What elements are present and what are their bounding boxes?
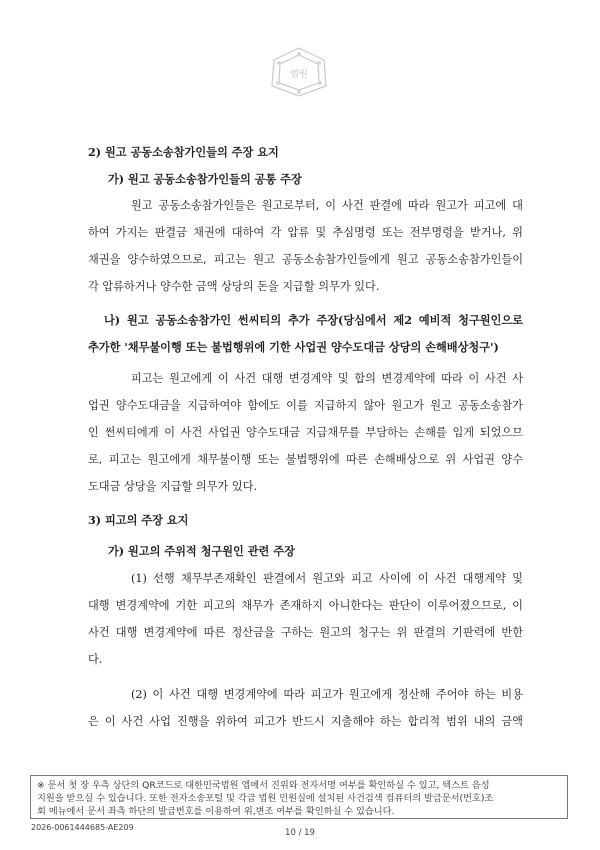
paragraph-line: 대행 변경계약에 기한 피고의 채무가 존재하지 아니한다는 판단이 이루어졌으므로, 이 (88, 599, 523, 612)
notice-line: ※ 문서 첫 장 우측 상단의 QR코드로 대한민국법원 앱에서 진위와 전자서명 여부를 확인하실 수 있고, 텍스트 음성 (37, 780, 490, 791)
section-heading-defendant: 3) 피고의 주장 요지 (88, 513, 189, 527)
paragraph-line: 다. (88, 653, 103, 666)
notice-line: 회 메뉴에서 문서 좌측 하단의 발급번호를 이용하여 위,변조 여부를 확인하실 수 있습니다. (37, 806, 395, 817)
paragraph-line: 피고는 원고에게 이 사건 대행 변경계약 및 합의 변경계약에 따라 이 사건 사 (131, 372, 523, 385)
paragraph-line: 하여 가지는 판결금 채권에 대하여 각 압류 및 추심명령 또는 전부명령을 받거나, 위 (88, 226, 523, 239)
paragraph-line: (1) 선행 채무부존재확인 판결에서 원고와 피고 사이에 이 사건 대행계약 및 (131, 572, 523, 585)
paragraph-line: 사건 대행 변경계약에 따른 정산금을 구하는 원고의 청구는 위 판결의 기판력에 반한 (88, 626, 523, 639)
paragraph-line: 로, 피고는 원고에게 채무불이행 또는 불법행위에 따른 손해배상으로 위 사업권 양수 (88, 453, 523, 466)
seal-text: 법원 (290, 70, 308, 80)
notice-line: 지원을 받으실 수 있습니다. 또한 전자소송포털 및 각급 법원 민원실에 설치된 사건검색 컴퓨터의 발급문서(번호)조 (37, 793, 494, 804)
section-heading-plaintiff-intervenors: 2) 원고 공동소송참가인들의 주장 요지 (88, 145, 279, 159)
paragraph-line: 원고 공동소송참가인들은 원고로부터, 이 사건 판결에 따라 원고가 피고에 대 (131, 199, 523, 212)
subheading-primary-claim: 가) 원고의 주위적 청구원인 관련 주장 (108, 544, 295, 558)
court-seal-watermark (268, 46, 330, 98)
paragraph-line: (2) 이 사건 대행 변경계약에 따라 피고가 원고에게 정산해 주어야 하는 비용 (131, 688, 523, 701)
subheading-common-claim: 가) 원고 공동소송참가인들의 공통 주장 (108, 172, 302, 186)
paragraph-line: 각 압류하거나 양수한 금액 상당의 돈을 지급할 의무가 있다. (88, 280, 380, 293)
page-number: 10 / 19 (285, 828, 315, 838)
paragraph-line: 은 이 사건 사업 진행을 위하여 피고가 반드시 지출해야 하는 합리적 범위 내의 금액 (88, 715, 523, 728)
issuance-number: 2026-0061444685-AE209 (31, 823, 134, 832)
paragraph-line: 업권 양수도대금을 지급하여야 함에도 이를 지급하지 않아 원고가 원고 공동소송참가 (88, 399, 523, 412)
paragraph-line: 도대금 상당을 지급할 의무가 있다. (88, 480, 258, 493)
subheading-suncity-claim: 나) 원고 공동소송참가인 썬씨티의 추가 주장(당심에서 제2 예비적 청구원인으로 (104, 313, 523, 327)
verification-notice (30, 775, 568, 819)
paragraph-line: 인 썬씨티에게 이 사건 사업권 양수도대금 지급채무를 부담하는 손해를 입게 되었으므 (88, 426, 523, 439)
subheading-suncity-claim-cont: 추가한 '채무불이행 또는 불법행위에 기한 사업권 양수도대금 상당의 손해배상청구') (88, 340, 499, 354)
paragraph-line: 채권을 양수하였으므로, 피고는 원고 공동소송참가인들에게 원고 공동소송참가인들이 (88, 253, 523, 266)
